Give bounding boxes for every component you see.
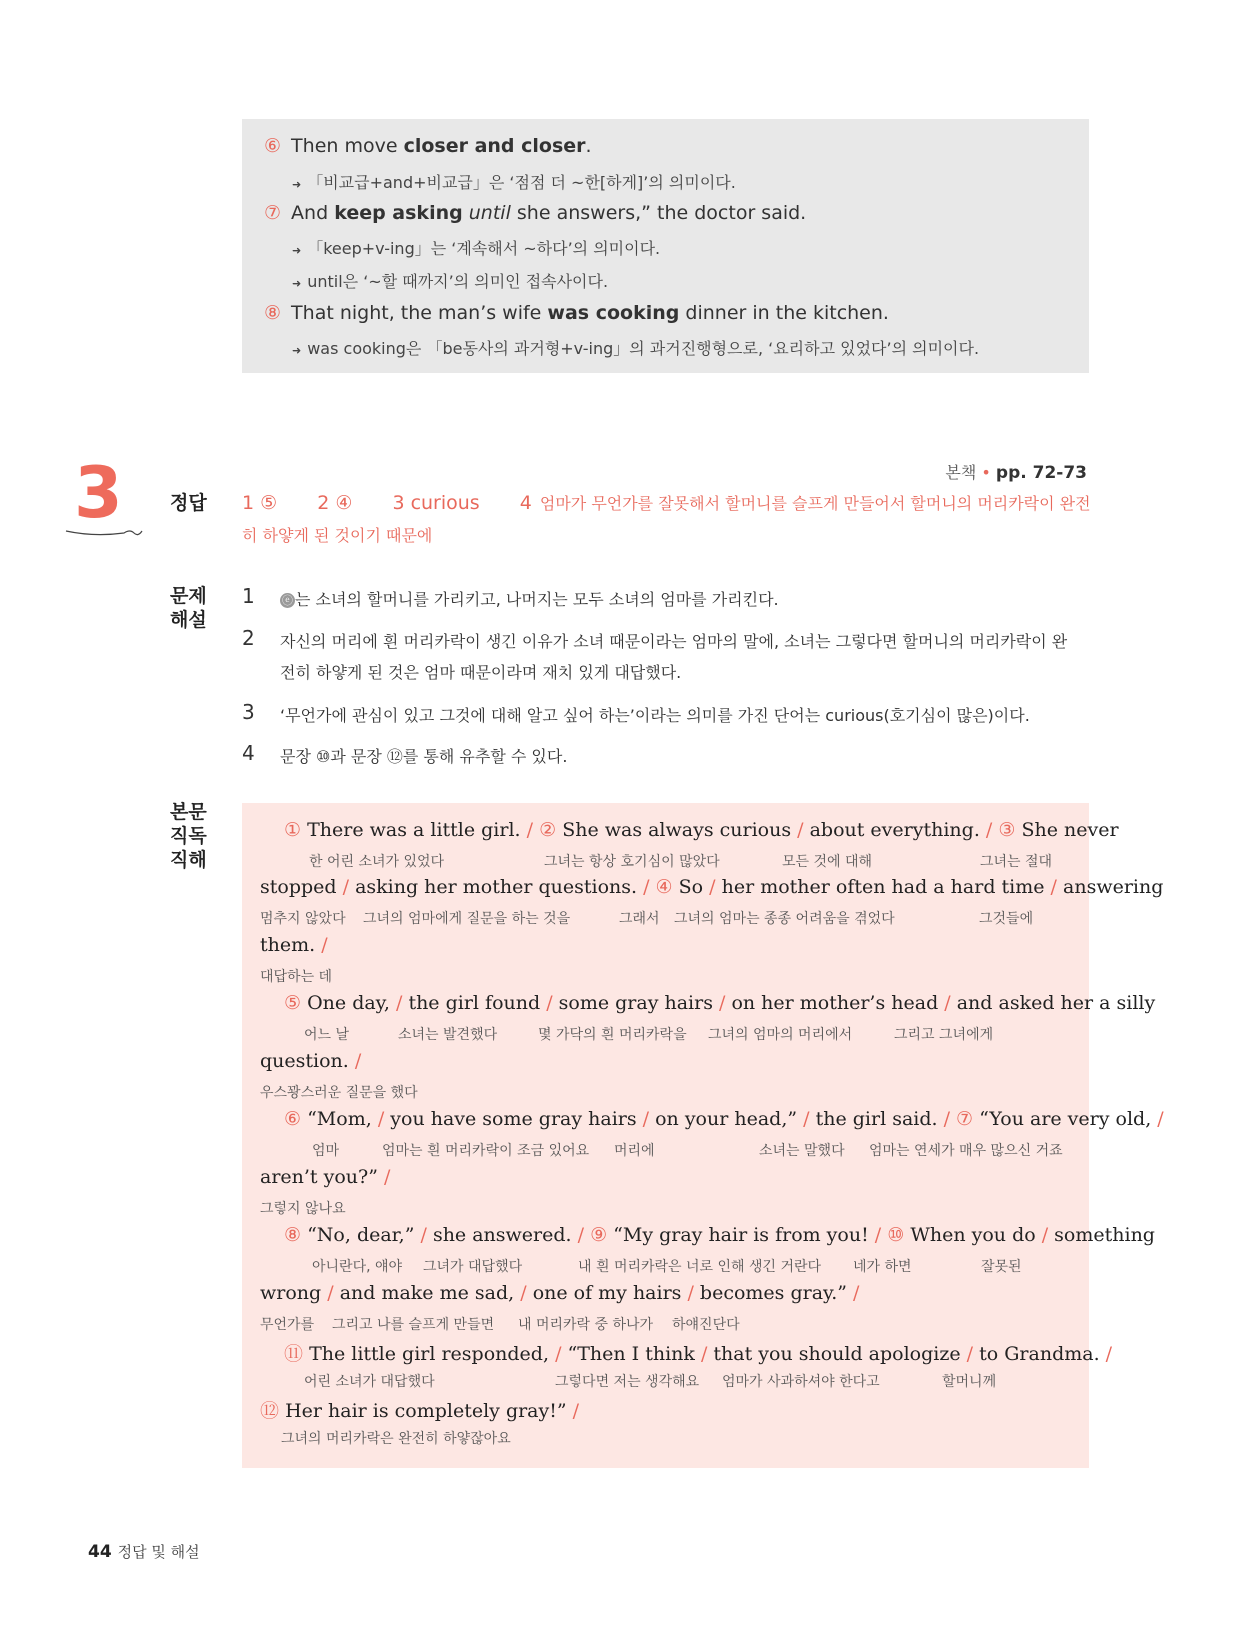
translation: 그리고 그녀에게 [894,1027,994,1043]
translation: 그녀의 머리카락은 완전히 하얗잖아요 [281,1431,511,1447]
reading-line: ⑥ “Mom, / you have some gray hairs / on your head,” / the girl said. / ⑦ “You are very old, / [284,1108,1164,1130]
arrow-icon: ➜ [292,178,302,191]
explanation-3: ‘무언가에 관심이 있고 그것에 대해 알고 싶어 하는’이라는 의미를 가진 단어는 curious(호기심이 많은)이다. [280,706,1030,725]
translation: 그녀의 엄마는 종종 어려움을 겪었다 [674,911,895,927]
answer-4: 엄마가 무언가를 잘못해서 할머니를 슬프게 만들어서 할머니의 머리카락이 완전 [539,494,1091,513]
answer-3: 3 curious [392,492,480,514]
reading-line: aren’t you?” / [260,1166,391,1188]
reading-line: stopped / asking her mother questions. / ④ So / her mother often had a hard time / answering [260,876,1164,898]
translation: 엄마가 사과하셔야 한다고 [722,1374,880,1390]
translation: 소녀는 발견했다 [398,1027,498,1043]
translation: 할머니께 [942,1374,997,1390]
sentence-number: ⑦ [264,202,282,224]
translation: 그렇지 않나요 [260,1201,346,1217]
translation: 엄마 [312,1143,340,1159]
explanation-number: 1 [242,584,255,608]
reading-line: ⑤ One day, / the girl found / some gray hairs / on her mother’s head / and asked her a silly [284,992,1156,1014]
translation: 잘못된 [981,1259,1022,1275]
bullet-icon: • [981,463,991,482]
sentence-6: ⑥ Then move closer and closer. [264,135,592,157]
explanation-4: 문장 ⑩과 문장 ⑫를 통해 유추할 수 있다. [280,747,568,766]
answer-1: 1 ⑤ [242,492,278,514]
section-number: 3 [74,452,123,534]
explanation-2: 자신의 머리에 흰 머리카락이 생긴 이유가 소녀 때문이라는 엄마의 말에, 소녀는 그렇다면 할머니의 머리카락이 완 [280,632,1068,651]
explanation-1: ⓔ 는 소녀의 할머니를 가리키고, 나머지는 모두 소녀의 엄마를 가리킨다. [282,590,779,609]
translation: 우스꽝스러운 질문을 했다 [260,1085,418,1101]
reading-line: ⑧ “No, dear,” / she answered. / ⑨ “My gray hair is from you! / ⑩ When you do / something [284,1224,1155,1246]
note-8: ➜ was cooking은 「be동사의 과거형+v-ing」의 과거진행형으로, ‘요리하고 있었다’의 의미이다. [292,339,980,358]
translation: 몇 가닥의 흰 머리카락을 [538,1027,687,1043]
translation: 내 머리카락 중 하나가 [518,1317,654,1333]
reading-line: wrong / and make me sad, / one of my hairs / becomes gray.” / [260,1282,860,1304]
page-number: 44 [88,1542,112,1562]
note-7b: ➜ until은 ‘~할 때까지’의 의미인 접속사이다. [292,272,609,291]
answer-label: 정답 [170,492,207,514]
translation: 그녀의 엄마의 머리에서 [708,1027,853,1043]
translation: 그녀가 대답했다 [423,1259,523,1275]
arrow-icon: ➜ [292,344,302,357]
e-badge-icon: ⓔ [282,594,293,607]
translation: 모든 것에 대해 [782,854,873,870]
reading-label: 본문 직독 직해 [170,801,207,871]
explanation-2-continued: 전히 하얗게 된 것은 엄마 때문이라며 재치 있게 대답했다. [280,663,682,682]
translation: 머리에 [614,1143,655,1159]
translation: 그것들에 [979,911,1034,927]
reading-line: ⑫ Her hair is completely gray!” / [260,1400,580,1422]
page-reference: 본책 • pp. 72-73 [945,463,1087,483]
sentence-number: ⑥ [264,135,282,157]
reading-line: question. / [260,1050,362,1072]
translation: 한 어린 소녀가 있었다 [309,854,445,870]
translation: 소녀는 말했다 [759,1143,845,1159]
translation: 그래서 [619,911,660,927]
answer-4-continued: 히 하얗게 된 것이기 때문에 [242,526,433,545]
translation: 엄마는 흰 머리카락이 조금 있어요 [382,1143,590,1159]
translation: 내 흰 머리카락은 너로 인해 생긴 거란다 [578,1259,822,1275]
sentence-number: ⑧ [264,302,282,324]
translation: 대답하는 데 [260,969,333,985]
sentence-8: ⑧ That night, the man’s wife was cooking dinner in the kitchen. [264,302,889,324]
translation: 멈추지 않았다 [260,911,346,927]
explanation-number: 4 [242,741,255,765]
arrow-icon: ➜ [292,244,302,257]
explanation-number: 2 [242,626,255,650]
grammar-notes-box [242,119,1089,373]
reading-line: ⑪ The little girl responded, / “Then I think / that you should apologize / to Grandma. / [284,1343,1113,1365]
translation: 그렇다면 저는 생각해요 [555,1374,700,1390]
answer-2: 2 ④ [317,492,353,514]
swoosh-decoration [64,525,144,541]
explanation-number: 3 [242,700,255,724]
reading-translation-box [242,803,1164,1468]
arrow-icon: ➜ [292,277,302,290]
sentence-7: ⑦ And keep asking until she answers,” the doctor said. [264,202,807,224]
translation: 그녀는 항상 호기심이 많았다 [544,854,720,870]
translation: 어느 날 [304,1027,350,1043]
reading-line: them. / [260,934,328,956]
answer-4-number: 4 [519,492,532,514]
translation: 하얘진단다 [672,1317,740,1333]
translation: 그리고 나를 슬프게 만들면 [332,1317,495,1333]
reading-line: ① There was a little girl. / ② She was always curious / about everything. / ③ She never [284,819,1119,841]
note-7a: ➜ 「keep+v-ing」는 ‘계속해서 ~하다’의 의미이다. [292,239,661,258]
translation: 그녀의 엄마에게 질문을 하는 것을 [363,911,571,927]
translation: 무언가를 [260,1317,315,1333]
note-6: ➜ 「비교급+and+비교급」은 ‘점점 더 ~한[하게]’의 의미이다. [292,173,736,192]
page-footer: 44 정답 및 해설 [88,1542,200,1562]
answers-line [242,491,1091,514]
translation: 그녀는 절대 [980,854,1053,870]
translation: 네가 하면 [853,1259,912,1275]
explanation-label: 문제 해설 [170,585,207,631]
translation: 어린 소녀가 대답했다 [304,1374,435,1390]
translation: 엄마는 연세가 매우 많으신 거죠 [869,1143,1063,1159]
translation: 아니란다, 얘야 [312,1259,403,1275]
